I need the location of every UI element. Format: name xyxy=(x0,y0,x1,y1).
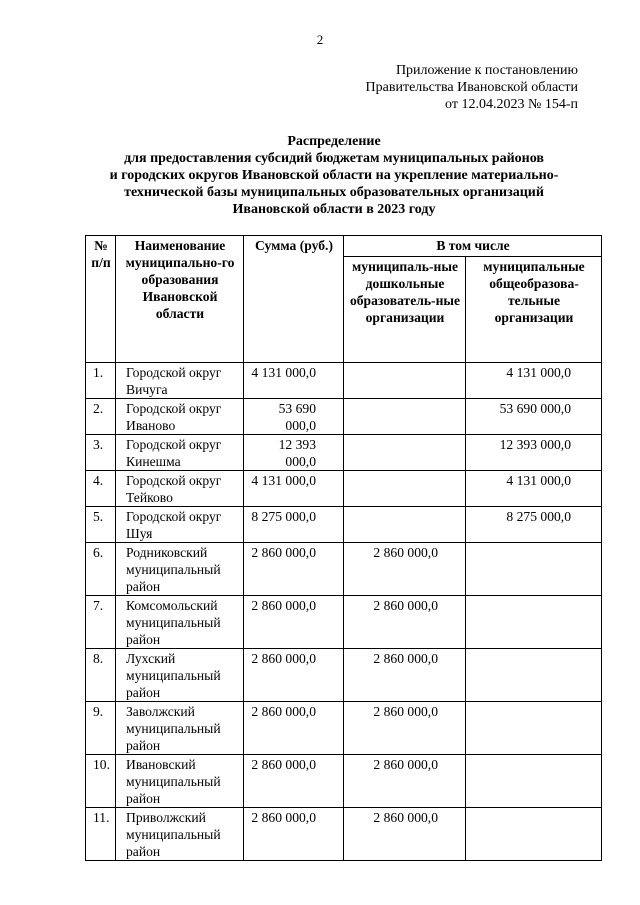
table-body xyxy=(86,363,602,861)
municipality-name-cell: Городской округ Вичуга xyxy=(116,363,244,399)
general-education-amount-cell xyxy=(466,808,602,861)
preschool-amount-cell: 2 860 000,0 xyxy=(344,596,466,649)
table-row xyxy=(86,507,602,543)
title-line: Распределение xyxy=(287,134,381,149)
general-education-amount-cell xyxy=(466,755,602,808)
preschool-amount-cell: 2 860 000,0 xyxy=(344,808,466,861)
sum-cell: 2 860 000,0 xyxy=(244,702,344,755)
table-row xyxy=(86,543,602,596)
sum-cell: 4 131 000,0 xyxy=(244,471,344,507)
row-number-cell: 7. xyxy=(86,596,116,649)
header-including: В том числе xyxy=(344,236,602,257)
row-number-cell: 2. xyxy=(86,399,116,435)
header-general: муниципальные общеобразова-тельные организации xyxy=(466,257,602,363)
header-sum: Сумма (руб.) xyxy=(244,236,344,363)
table-row xyxy=(86,399,602,435)
general-education-amount-cell: 53 690 000,0 xyxy=(466,399,602,435)
preschool-amount-cell xyxy=(344,399,466,435)
header-num: № п/п xyxy=(86,236,116,363)
municipality-name-cell: Ивановский муниципальный район xyxy=(116,755,244,808)
sum-cell: 2 860 000,0 xyxy=(244,596,344,649)
preschool-amount-cell: 2 860 000,0 xyxy=(344,755,466,808)
sum-cell: 2 860 000,0 xyxy=(244,808,344,861)
municipality-name-cell: Городской округ Кинешма xyxy=(116,435,244,471)
row-number-cell: 5. xyxy=(86,507,116,543)
preschool-amount-cell xyxy=(344,507,466,543)
row-number-cell: 4. xyxy=(86,471,116,507)
table-row xyxy=(86,435,602,471)
title-line: Ивановской области в 2023 году xyxy=(232,202,436,217)
preschool-amount-cell: 2 860 000,0 xyxy=(344,649,466,702)
table-row xyxy=(86,471,602,507)
preschool-amount-cell: 2 860 000,0 xyxy=(344,702,466,755)
table-row xyxy=(86,649,602,702)
appendix-line: от 12.04.2023 № 154-п xyxy=(445,97,578,112)
preschool-amount-cell xyxy=(344,363,466,399)
row-number-cell: 6. xyxy=(86,543,116,596)
row-number-cell: 10. xyxy=(86,755,116,808)
municipality-name-cell: Лухский муниципальный район xyxy=(116,649,244,702)
general-education-amount-cell xyxy=(466,543,602,596)
appendix-line: Приложение к постановлению xyxy=(395,63,578,78)
document-title xyxy=(60,133,608,218)
municipality-name-cell: Приволжский муниципальный район xyxy=(116,808,244,861)
header-name: Наименование муниципально-го образования Ивановской области xyxy=(116,236,244,363)
table-row xyxy=(86,596,602,649)
general-education-amount-cell xyxy=(466,649,602,702)
municipality-name-cell: Родниковский муниципальный район xyxy=(116,543,244,596)
municipality-name-cell: Комсомольский муниципальный район xyxy=(116,596,244,649)
municipality-name-cell: Заволжский муниципальный район xyxy=(116,702,244,755)
distribution-table xyxy=(85,235,602,861)
table-row xyxy=(86,808,602,861)
table-row xyxy=(86,755,602,808)
appendix-line: Правительства Ивановской области xyxy=(365,80,578,95)
sum-cell: 8 275 000,0 xyxy=(244,507,344,543)
general-education-amount-cell: 4 131 000,0 xyxy=(466,363,602,399)
title-line: технической базы муниципальных образовательных организаций xyxy=(124,185,544,200)
municipality-name-cell: Городской округ Иваново xyxy=(116,399,244,435)
municipality-name-cell: Городской округ Шуя xyxy=(116,507,244,543)
sum-cell: 2 860 000,0 xyxy=(244,755,344,808)
preschool-amount-cell xyxy=(344,435,466,471)
row-number-cell: 11. xyxy=(86,808,116,861)
row-number-cell: 8. xyxy=(86,649,116,702)
sum-cell: 4 131 000,0 xyxy=(244,363,344,399)
header-preschool: муниципаль-ные дошкольные образователь-ные организации xyxy=(344,257,466,363)
general-education-amount-cell xyxy=(466,702,602,755)
sum-cell: 12 393 000,0 xyxy=(244,435,344,471)
sum-cell: 2 860 000,0 xyxy=(244,543,344,596)
general-education-amount-cell xyxy=(466,596,602,649)
title-line: и городских округов Ивановской области на укрепление материально- xyxy=(109,168,559,183)
title-line: для предоставления субсидий бюджетам муниципальных районов xyxy=(124,151,544,166)
page-number: 2 xyxy=(316,32,324,47)
table-row xyxy=(86,702,602,755)
table-row xyxy=(86,363,602,399)
row-number-cell: 1. xyxy=(86,363,116,399)
preschool-amount-cell: 2 860 000,0 xyxy=(344,543,466,596)
appendix-block xyxy=(366,62,578,113)
sum-cell: 2 860 000,0 xyxy=(244,649,344,702)
general-education-amount-cell: 12 393 000,0 xyxy=(466,435,602,471)
municipality-name-cell: Городской округ Тейково xyxy=(116,471,244,507)
row-number-cell: 3. xyxy=(86,435,116,471)
sum-cell: 53 690 000,0 xyxy=(244,399,344,435)
general-education-amount-cell: 4 131 000,0 xyxy=(466,471,602,507)
preschool-amount-cell xyxy=(344,471,466,507)
general-education-amount-cell: 8 275 000,0 xyxy=(466,507,602,543)
row-number-cell: 9. xyxy=(86,702,116,755)
